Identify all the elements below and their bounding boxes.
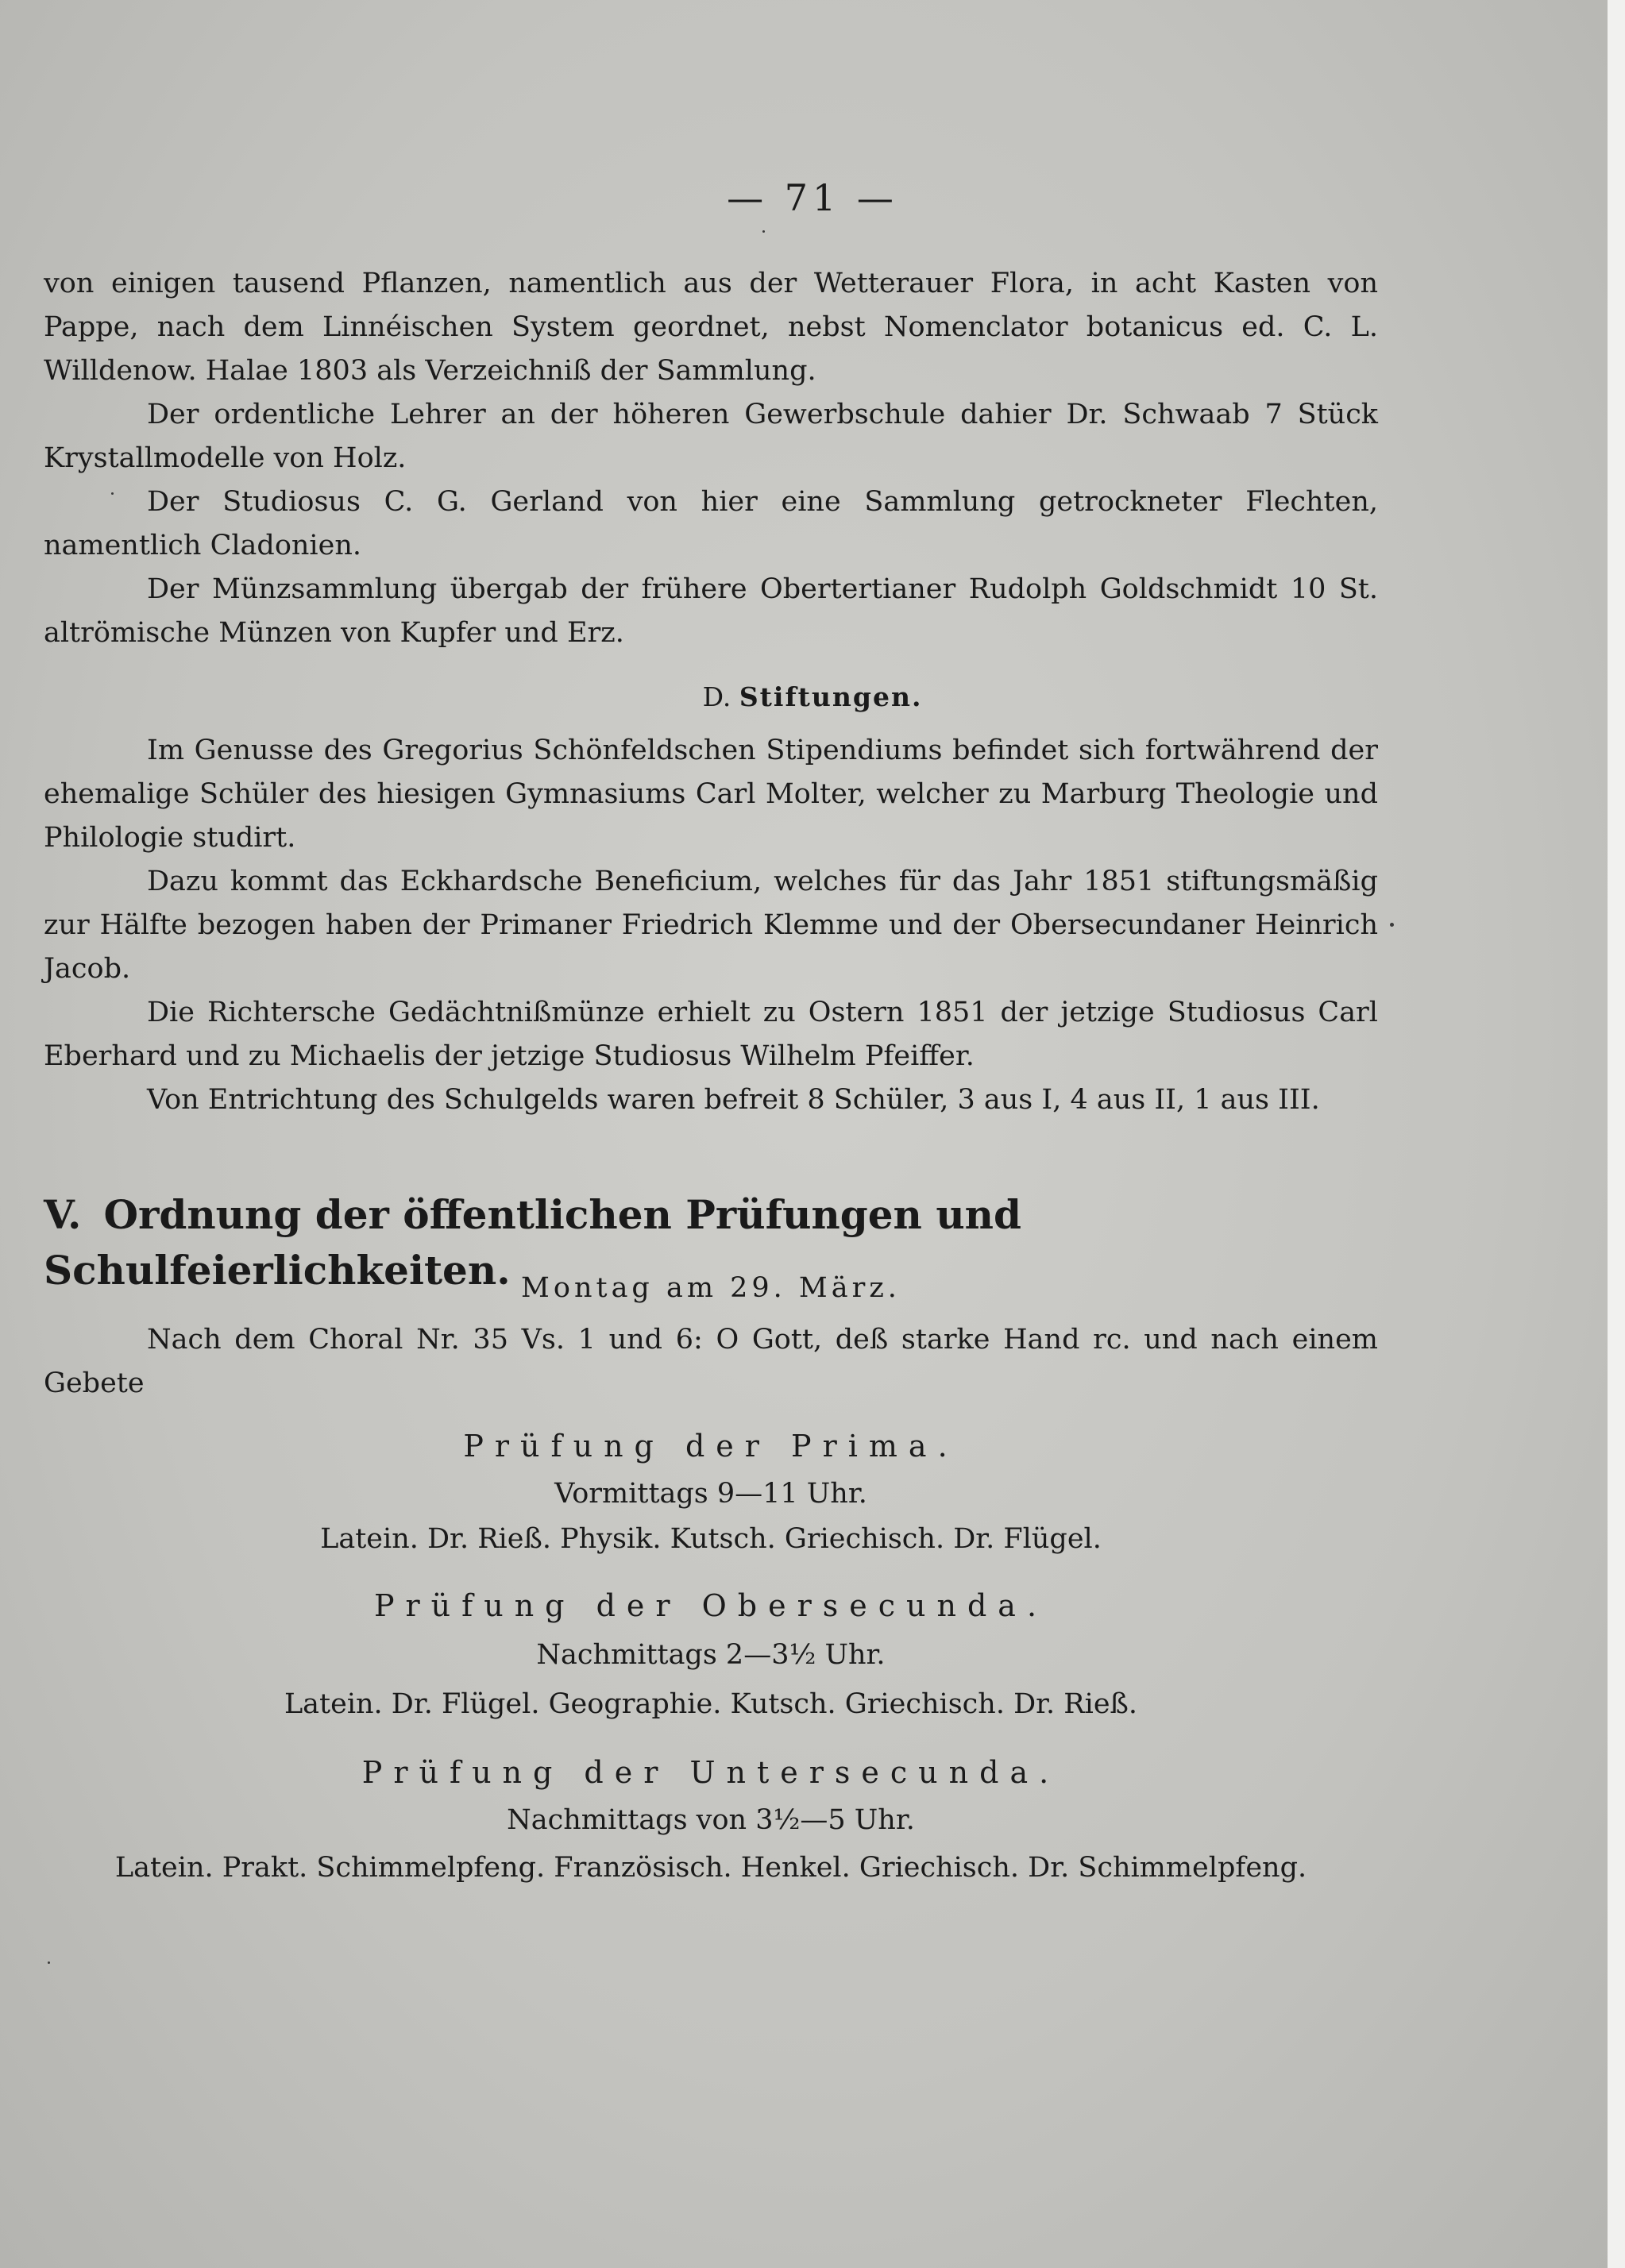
- section-number: V.: [44, 1191, 82, 1238]
- exam-time: Nachmittags 2—3½ Uhr.: [536, 1639, 886, 1671]
- paragraph: Der Studiosus C. G. Gerland von hier eine Sammlung getrockneter Flechten, namentlich Cladonien.: [44, 486, 1378, 561]
- paragraph: Die Richtersche Gedächtnißmünze erhielt zu Ostern 1851 der jetzige Studiosus Carl Eberhard und zu Michaelis der jetzige Studiosus Wilhelm Pfeiffer.: [44, 997, 1378, 1072]
- exam-time: Nachmittags von 3½—5 Uhr.: [507, 1804, 915, 1836]
- exam-title: Prüfung der Prima.: [463, 1429, 959, 1464]
- date-line: Montag am 29. März.: [521, 1272, 901, 1304]
- paragraph: Dazu kommt das Eckhardsche Beneficium, welches für das Jahr 1851 stiftungsmäßig zur Hälfte bezogen haben der Primaner Friedrich Klemme und der Obersecundaner Heinrich Jacob.: [44, 866, 1378, 985]
- intro-paragraph: Nach dem Choral Nr. 35 Vs. 1 und 6: O Gott, deß starke Hand rc. und nach einem Gebete: [44, 1324, 1378, 1399]
- paragraph: Von Entrichtung des Schulgelds waren befreit 8 Schüler, 3 aus I, 4 aus II, 1 aus III.: [147, 1084, 1320, 1116]
- scan-speck: [48, 1961, 50, 1964]
- paragraph: Der Münzsammlung übergab der frühere Obertertianer Rudolph Goldschmidt 10 St. altrömische Münzen von Kupfer und Erz.: [44, 573, 1378, 649]
- paragraph: Der ordentliche Lehrer an der höheren Gewerbschule dahier Dr. Schwaab 7 Stück Krystallmodelle von Holz.: [44, 399, 1378, 474]
- donations-block: [44, 262, 1378, 655]
- scan-speck: [762, 230, 765, 233]
- exam-title: Prüfung der Obersecunda.: [373, 1588, 1048, 1623]
- exam-subjects: Latein. Dr. Flügel. Geographie. Kutsch. Griechisch. Dr. Rieß.: [284, 1688, 1138, 1720]
- exam-time: Vormittags 9—11 Uhr.: [554, 1478, 867, 1510]
- stiftungen-block: [44, 729, 1378, 1122]
- subsection-title: Stiftungen.: [739, 681, 923, 712]
- paragraph: von einigen tausend Pflanzen, namentlich aus der Wetterauer Flora, in acht Kasten von Pappe, nach dem Linnéischen System geordnet, nebst Nomenclator botanicus ed. C. L. Willdenow. Halae 1803 als Verzeichniß der Sammlung.: [44, 268, 1378, 387]
- page-edge: [1608, 0, 1625, 2268]
- scan-speck: [1390, 923, 1394, 927]
- exam-subjects: Latein. Dr. Rieß. Physik. Kutsch. Griechisch. Dr. Flügel.: [320, 1523, 1102, 1555]
- subsection-heading: [0, 681, 1625, 712]
- section-title: Ordnung der öffentlichen Prüfungen und Schulfeierlichkeiten.: [44, 1191, 1021, 1294]
- intro-block: [44, 1318, 1378, 1406]
- subsection-letter: D.: [702, 681, 731, 712]
- exam-subjects: Latein. Prakt. Schimmelpfeng. Französisch. Henkel. Griechisch. Dr. Schimmelpfeng.: [114, 1852, 1307, 1884]
- scan-speck: [111, 492, 114, 495]
- page-number: — 71 —: [727, 176, 898, 219]
- paragraph: Im Genusse des Gregorius Schönfeldschen Stipendiums befindet sich fortwährend der ehemalige Schüler des hiesigen Gymnasiums Carl Molter, welcher zu Marburg Theologie und Philologie studirt.: [44, 735, 1378, 854]
- exam-title: Prüfung der Untersecunda.: [361, 1755, 1060, 1790]
